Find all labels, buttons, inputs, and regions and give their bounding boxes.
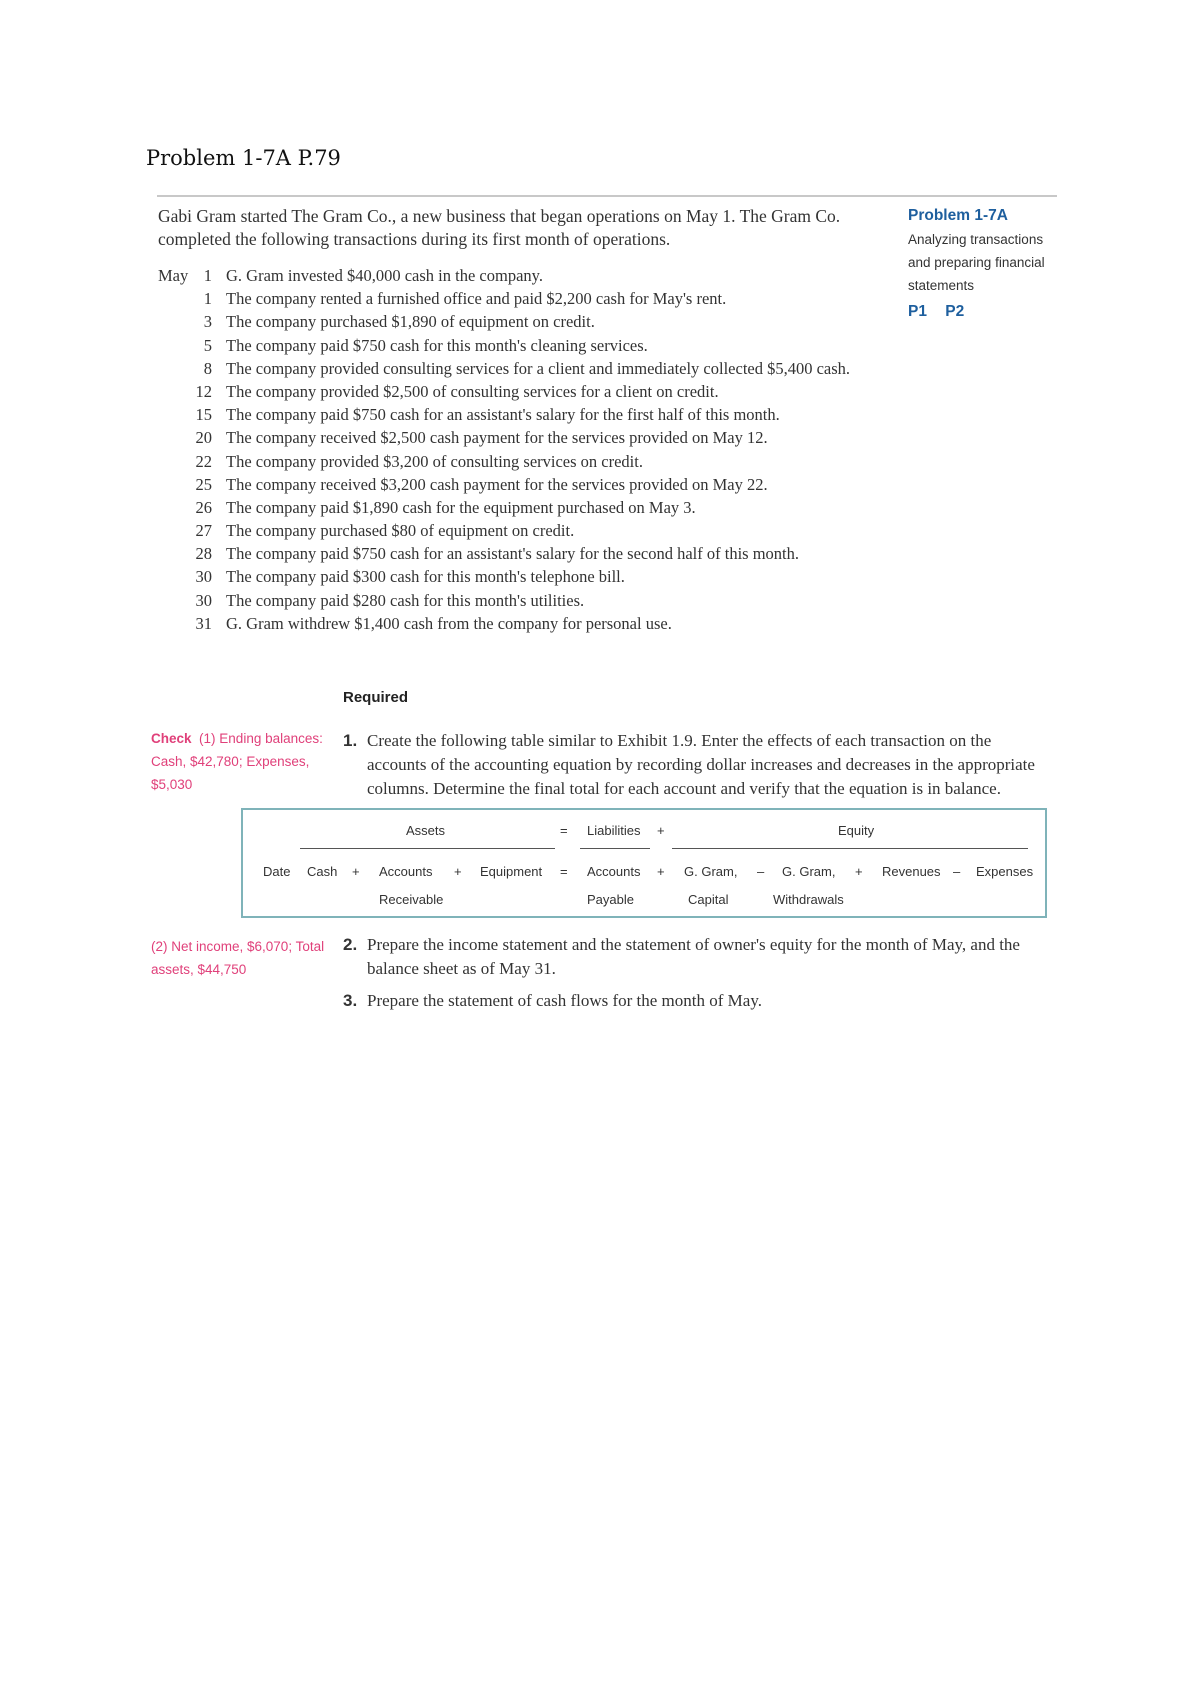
expenses-column: Expenses [976, 864, 1034, 879]
transaction-month [158, 612, 192, 635]
assets-underline [300, 848, 555, 849]
transaction-row [158, 565, 850, 588]
transaction-day: 30 [195, 567, 212, 587]
transaction-month [158, 426, 192, 449]
transaction-month [158, 542, 192, 565]
transaction-row [158, 450, 850, 473]
required-item-1 [343, 729, 1048, 801]
sidebar-title: Problem 1-7A [908, 207, 1008, 224]
transaction-day: 26 [195, 497, 212, 517]
transaction-month [158, 310, 192, 333]
transaction-row [158, 473, 850, 496]
transaction-text: G. Gram withdrew $1,400 cash from the company for personal use. [226, 613, 672, 633]
transaction-day: 15 [195, 405, 212, 425]
transaction-day: 25 [195, 474, 212, 494]
header-rule [157, 195, 1057, 197]
liabilities-underline [580, 848, 650, 849]
transaction-month [158, 334, 192, 357]
required-item-3 [343, 989, 1048, 1013]
assets-header: Assets [406, 823, 446, 838]
capital-column-line2: Capital [688, 892, 729, 907]
equity-header: Equity [838, 823, 875, 838]
transaction-text: The company paid $750 cash for this month's cleaning services. [226, 335, 648, 355]
transaction-row [158, 287, 850, 310]
page-title: Problem 1-7A P.79 [146, 146, 341, 170]
transaction-day: 1 [203, 266, 212, 285]
transaction-month [158, 380, 192, 403]
transaction-month [158, 496, 192, 519]
problem-sidebar [908, 206, 1058, 321]
capital-column: G. Gram, [684, 864, 738, 879]
transaction-text: The company rented a furnished office and paid $2,200 cash for May's rent. [226, 289, 727, 309]
transaction-text: The company paid $750 cash for an assistant's salary for the first half of this month. [226, 405, 780, 425]
plus-sign: + [657, 864, 665, 879]
required-item-number: 3. [343, 991, 358, 1010]
transaction-day: 28 [195, 544, 212, 564]
transaction-text: The company paid $300 cash for this month's telephone bill. [226, 567, 625, 587]
transaction-row [158, 357, 850, 380]
transaction-day: 31 [195, 613, 212, 633]
plus-sign: + [855, 864, 863, 879]
equals-sign: = [560, 823, 568, 838]
equity-underline [672, 848, 1028, 849]
minus-sign: – [953, 864, 961, 879]
transaction-text: The company purchased $1,890 of equipment on credit. [226, 312, 595, 332]
transaction-day: 22 [195, 451, 212, 471]
transaction-text: G. Gram invested $40,000 cash in the company. [226, 266, 543, 285]
transaction-row [158, 334, 850, 357]
transaction-row [158, 310, 850, 333]
transaction-month [158, 473, 192, 496]
required-heading: Required [343, 689, 409, 706]
transaction-day: 3 [203, 312, 212, 332]
required-item-number: 1. [343, 731, 358, 750]
check-note [151, 727, 326, 796]
withdrawals-column: G. Gram, [782, 864, 836, 879]
transaction-text: The company received $3,200 cash payment for the services provided on May 22. [226, 474, 768, 494]
sidebar-code-p2: P2 [945, 303, 965, 320]
transaction-month [158, 287, 192, 310]
revenues-column: Revenues [882, 864, 941, 879]
check-label: Check [151, 731, 192, 746]
date-column: Date [263, 864, 291, 879]
transaction-day: 1 [203, 289, 212, 309]
required-item-text: Create the following table similar to Exhibit 1.9. Enter the effects of each transaction on the accounts of the accounting equation by recording dollar increases and decreases in the appropriate columns. Determine the final total for each account and verify that the equation is in balance. [367, 731, 1035, 798]
accounts-payable-column: Accounts [587, 864, 641, 879]
accounts-payable-column-line2: Payable [587, 892, 634, 907]
transaction-day: 27 [195, 521, 212, 541]
plus-sign: + [454, 864, 462, 879]
minus-sign: – [757, 864, 765, 879]
plus-sign: + [657, 823, 665, 838]
transaction-row [158, 403, 850, 426]
transaction-text: The company paid $280 cash for this month's utilities. [226, 590, 585, 610]
transaction-row [158, 519, 850, 542]
transaction-row [158, 496, 850, 519]
transaction-text: The company received $2,500 cash payment for the services provided on May 12. [226, 428, 768, 448]
sidebar-code-p1: P1 [908, 303, 927, 320]
transaction-row [158, 612, 850, 635]
transaction-row [158, 380, 850, 403]
transaction-month [158, 565, 192, 588]
transaction-list [158, 264, 850, 635]
transaction-month [158, 450, 192, 473]
transaction-month [158, 519, 192, 542]
transaction-row [158, 264, 850, 287]
cash-column: Cash [307, 864, 338, 879]
accounts-receivable-column-line2: Receivable [379, 892, 444, 907]
problem-intro: Gabi Gram started The Gram Co., a new business that began operations on May 1. The Gram Co. completed the following transactions during its first month of operations. [158, 206, 841, 249]
required-item-text: Prepare the income statement and the statement of owner's equity for the month of May, and the balance sheet as of May 31. [367, 935, 1020, 978]
accounting-equation-table [241, 808, 1047, 918]
equipment-column: Equipment [480, 864, 543, 879]
transaction-day: 20 [195, 428, 212, 448]
transaction-text: The company provided $2,500 of consulting services for a client on credit. [226, 381, 719, 401]
transaction-month [158, 357, 192, 380]
accounts-receivable-column: Accounts [379, 864, 433, 879]
transaction-day: 30 [195, 590, 212, 610]
transaction-text: The company provided $3,200 of consulting services on credit. [226, 451, 643, 471]
transaction-day: 8 [203, 358, 212, 378]
transaction-day: 5 [203, 335, 212, 355]
required-item-text: Prepare the statement of cash flows for the month of May. [367, 991, 762, 1010]
check-text: (1) Ending balances: Cash, $42,780; Expenses, $5,030 [151, 731, 323, 792]
withdrawals-column-line2: Withdrawals [773, 892, 844, 907]
sidebar-codes [908, 303, 1058, 321]
transaction-row [158, 542, 850, 565]
transaction-text: The company provided consulting services for a client and immediately collected $5,400 cash. [226, 358, 851, 378]
transaction-text: The company purchased $80 of equipment on credit. [226, 521, 575, 541]
plus-sign: + [352, 864, 360, 879]
liabilities-header: Liabilities [587, 823, 641, 838]
sidebar-description: Analyzing transactions and preparing financial statements [908, 232, 1045, 293]
transaction-day: 12 [195, 381, 212, 401]
transaction-month [158, 589, 192, 612]
transaction-text: The company paid $750 cash for an assistant's salary for the second half of this month. [226, 544, 799, 564]
transaction-row [158, 426, 850, 449]
transaction-month: May [158, 266, 189, 285]
transaction-row [158, 589, 850, 612]
required-item-number: 2. [343, 935, 358, 954]
net-income-note: (2) Net income, $6,070; Total assets, $44,750 [151, 939, 325, 977]
equals-sign: = [560, 864, 568, 879]
required-item-2 [343, 933, 1048, 981]
transaction-text: The company paid $1,890 cash for the equipment purchased on May 3. [226, 497, 696, 517]
transaction-month [158, 403, 192, 426]
